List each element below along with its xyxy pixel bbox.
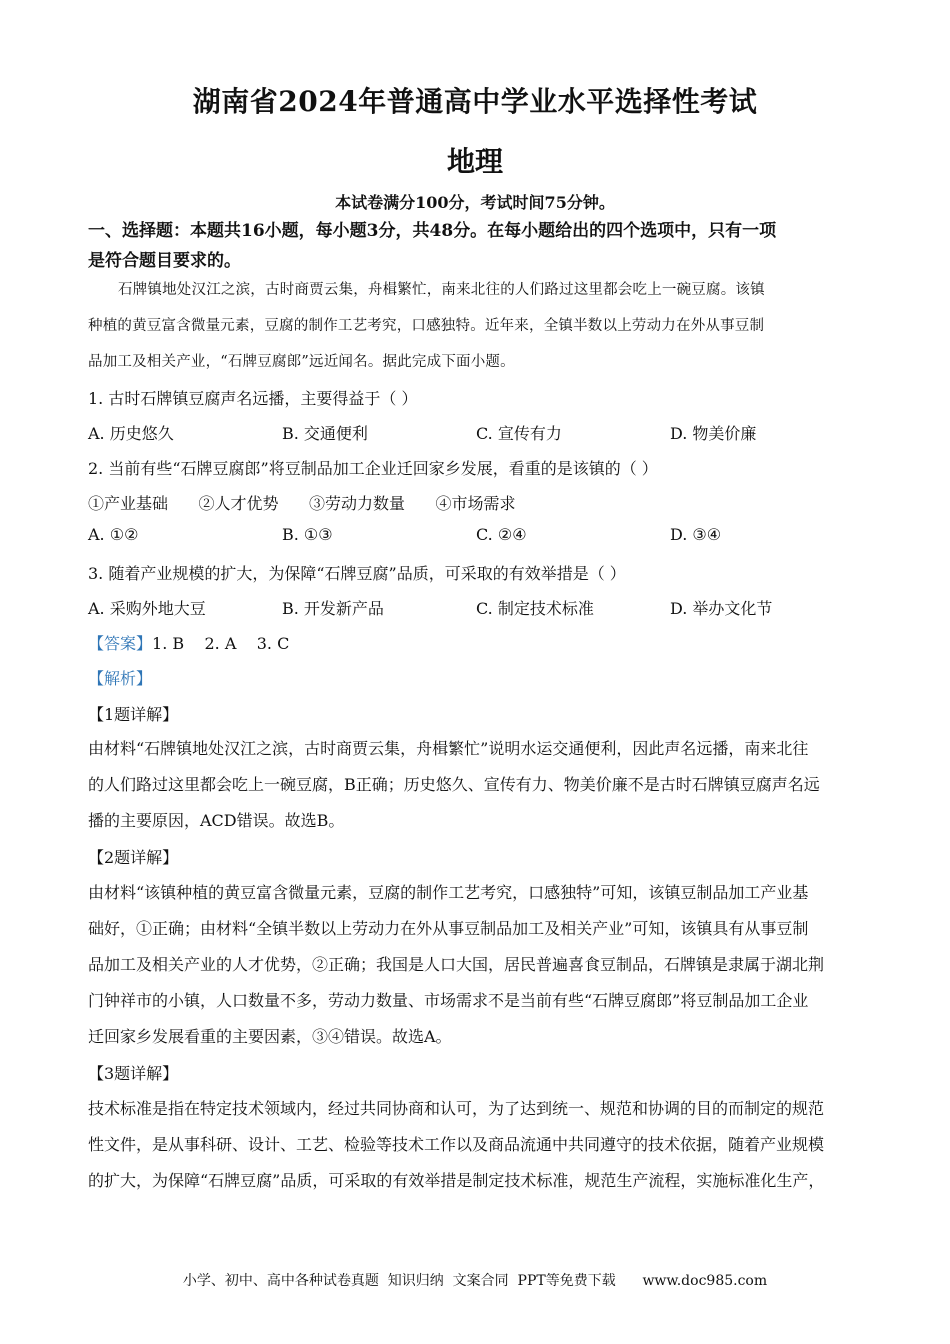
q1-option-d: D. 物美价廉 (670, 424, 757, 443)
detail-2-heading: 【2题详解】 (88, 848, 179, 867)
answer-label: 【答案】 (88, 634, 153, 653)
analysis-label: 【解析】 (88, 669, 153, 688)
detail-2-line: 由材料“该镇种植的黄豆富含微量元素，豆腐的制作工艺考究，口感独特”可知，该镇豆制品加工产业基 (88, 883, 809, 902)
detail-2-line: 础好，①正确；由材料“全镇半数以上劳动力在外从事豆制品加工及相关产业”可知，该镇具有从事豆制 (88, 919, 809, 938)
detail-1-heading: 【1题详解】 (88, 705, 179, 724)
q3-option-b: B. 开发新产品 (282, 599, 384, 618)
q1-option-a: A. 历史悠久 (88, 424, 174, 443)
answer-value: 1. B 2. A 3. C (152, 634, 290, 653)
detail-3-line: 性文件，是从事科研、设计、工艺、检验等技术工作以及商品流通中共同遵守的技术依据，随着产业规模 (88, 1135, 825, 1154)
detail-3-heading: 【3题详解】 (88, 1064, 179, 1083)
q1-option-c: C. 宣传有力 (476, 424, 562, 443)
detail-1-line: 播的主要原因，ACD错误。故选B。 (88, 811, 345, 830)
q1-option-b: B. 交通便利 (282, 424, 368, 443)
detail-2-line: 门钟祥市的小镇，人口数量不多，劳动力数量、市场需求不是当前有些“石牌豆腐郎”将豆制品加工企业 (88, 991, 809, 1010)
detail-1-line: 由材料“石牌镇地处汉江之滨，古时商贾云集，舟楫繁忙”说明水运交通便利，因此声名远播，南来北往 (88, 739, 809, 758)
q2-option-d: D. ③④ (670, 525, 722, 544)
exam-note: 本试卷满分100分，考试时间75分钟。 (335, 193, 615, 212)
q3-option-d: D. 举办文化节 (670, 599, 773, 618)
detail-3-line: 技术标准是指在特定技术领域内，经过共同协商和认可，为了达到统一、规范和协调的目的而制定的规范 (88, 1099, 825, 1118)
q2-option-a: A. ①② (88, 525, 139, 544)
q2-option-c: C. ②④ (476, 525, 527, 544)
question-2-items: ①产业基础 ②人才优势 ③劳动力数量 ④市场需求 (88, 494, 516, 513)
answer-line (88, 631, 878, 654)
material-line: 石牌镇地处汉江之滨，古时商贾云集，舟楫繁忙，南来北往的人们路过这里都会吃上一碗豆腐。该镇 (118, 282, 765, 298)
subject-title: 地理 (446, 145, 503, 178)
question-1-stem: 1. 古时石牌镇豆腐声名远播，主要得益于（ ） (88, 389, 418, 408)
question-3-stem: 3. 随着产业规模的扩大，为保障“石牌豆腐”品质，可采取的有效举措是（ ） (88, 564, 626, 583)
material-line: 品加工及相关产业，“石牌豆腐郎”远近闻名。据此完成下面小题。 (88, 354, 515, 370)
q3-option-a: A. 采购外地大豆 (88, 599, 206, 618)
detail-3-line: 的扩大，为保障“石牌豆腐”品质，可采取的有效举措是制定技术标准，规范生产流程，实施标准化生产， (88, 1171, 825, 1190)
section-heading-line1: 一、选择题：本题共16小题，每小题3分，共48分。在每小题给出的四个选项中，只有一项 (88, 221, 777, 241)
exam-title: 湖南省2024年普通高中学业水平选择性考试 (192, 85, 758, 118)
page-footer: 小学、初中、高中各种试卷真题 知识归纳 文案合同 PPT等免费下载 www.doc985.com (182, 1273, 768, 1289)
section-heading-line2: 是符合题目要求的。 (88, 251, 241, 271)
q3-option-c: C. 制定技术标准 (476, 599, 594, 618)
detail-1-line: 的人们路过这里都会吃上一碗豆腐，B正确；历史悠久、宣传有力、物美价廉不是古时石牌镇豆腐声名远 (88, 775, 820, 794)
detail-2-line: 品加工及相关产业的人才优势，②正确；我国是人口大国，居民普遍喜食豆制品，石牌镇是隶属于湖北荆 (88, 955, 825, 974)
q2-option-b: B. ①③ (282, 525, 333, 544)
question-2-stem: 2. 当前有些“石牌豆腐郎”将豆制品加工企业迁回家乡发展，看重的是该镇的（ ） (88, 459, 658, 478)
detail-2-line: 迁回家乡发展看重的主要因素，③④错误。故选A。 (88, 1027, 452, 1046)
material-line: 种植的黄豆富含微量元素，豆腐的制作工艺考究，口感独特。近年来，全镇半数以上劳动力在外从事豆制 (88, 318, 765, 334)
